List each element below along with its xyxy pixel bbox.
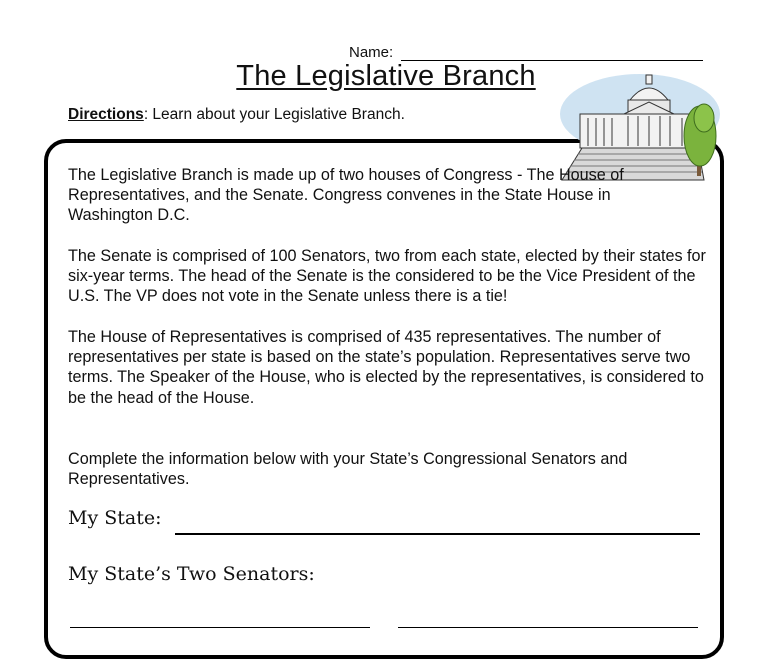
page-title: The Legislative Branch [236,60,536,92]
tree-foliage-top [694,104,714,132]
paragraph-instructions: Complete the information below with your State’s Congressional Senators and Representatives. [68,450,628,489]
senator-2-input-line[interactable] [398,627,698,628]
my-state-label: My State: [68,507,162,529]
paragraph-congress: The Legislative Branch is made up of two houses of Congress - The House of Representatives, and the Senate. Congress convenes in the State House in Washington D.C. [68,166,624,225]
directions-text: : Learn about your Legislative Branch. [143,106,405,123]
directions-label: Directions [68,106,144,123]
senator-1-input-line[interactable] [70,627,370,628]
paragraph-house: The House of Representatives is comprised of 435 representatives. The number of representatives per state is based on the state’s population. Representatives serve two terms. The Speaker of the House, who is elected by the representatives, is considered to be the head of the House. [68,328,704,407]
directions [68,106,405,124]
two-senators-label: My State’s Two Senators: [68,563,315,585]
dome-lantern [646,75,652,84]
building-body [580,114,698,148]
name-label: Name: [349,44,394,61]
my-state-input-line[interactable] [175,533,700,535]
paragraph-senate: The Senate is comprised of 100 Senators, two from each state, elected by their states for six-year terms. The head of the Senate is the considered to be the Vice President of the U.S. The VP does not vote in the Senate unless there is a tie! [68,247,706,306]
